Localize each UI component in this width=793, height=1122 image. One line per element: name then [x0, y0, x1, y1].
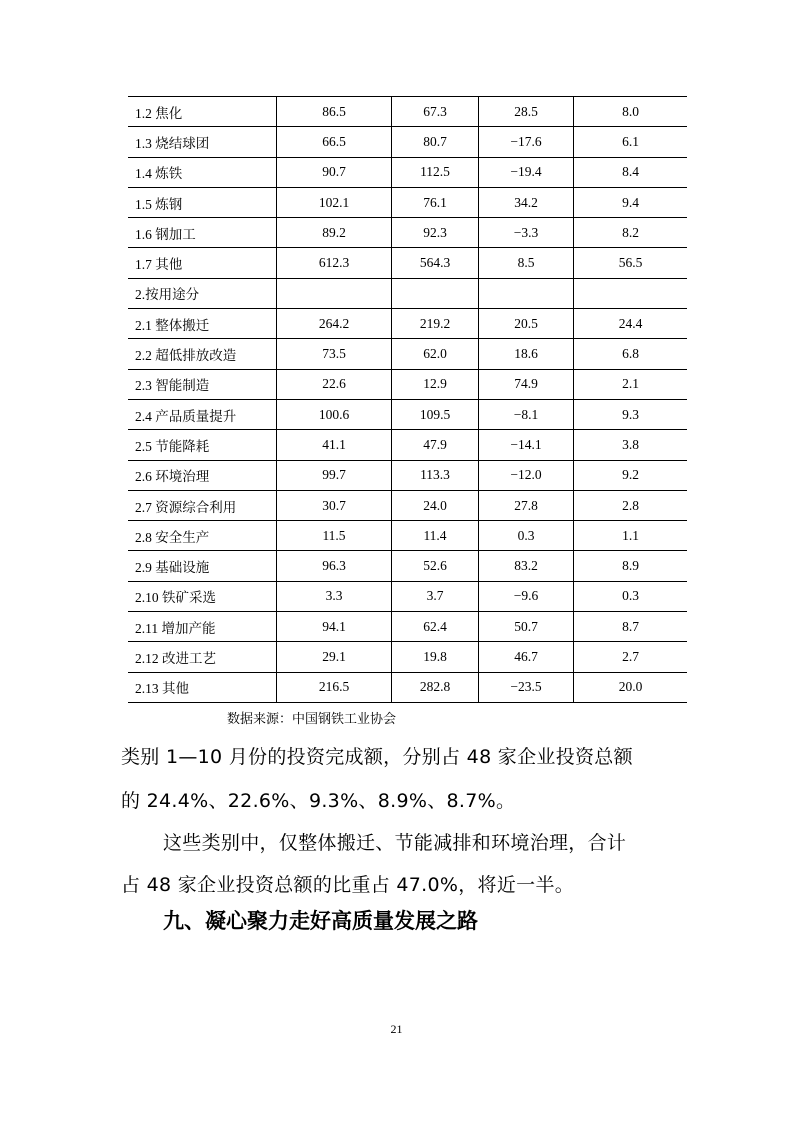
value-cell: 2.1 [574, 369, 688, 399]
table-row [128, 248, 687, 278]
value-cell: 22.6 [277, 369, 392, 399]
value-cell: 113.3 [392, 460, 479, 490]
data-source-note: 数据来源：中国钢铁工业协会 [227, 712, 397, 727]
value-cell: 8.5 [479, 248, 574, 278]
row-label-cell: 2.6 环境治理 [128, 460, 277, 490]
value-cell: 0.3 [479, 521, 574, 551]
value-cell: 2.7 [574, 642, 688, 672]
table-row [128, 521, 687, 551]
row-label-cell: 2.8 安全生产 [128, 521, 277, 551]
value-cell: 3.3 [277, 581, 392, 611]
value-cell: 86.5 [277, 97, 392, 127]
row-label-cell: 1.4 炼铁 [128, 157, 277, 187]
row-label-cell: 1.7 其他 [128, 248, 277, 278]
value-cell: 6.8 [574, 339, 688, 369]
page-number: 21 [390, 1022, 403, 1036]
value-cell: 67.3 [392, 97, 479, 127]
value-cell: 76.1 [392, 187, 479, 217]
table-row [128, 612, 687, 642]
table-row [128, 187, 687, 217]
value-cell: 8.9 [574, 551, 688, 581]
value-cell: 3.8 [574, 430, 688, 460]
value-cell: 62.4 [392, 612, 479, 642]
value-cell: 24.4 [574, 309, 688, 339]
value-cell: 102.1 [277, 187, 392, 217]
investment-table-body [128, 97, 687, 703]
value-cell [574, 278, 688, 308]
value-cell: 264.2 [277, 309, 392, 339]
value-cell: 89.2 [277, 218, 392, 248]
table-row [128, 127, 687, 157]
value-cell: 112.5 [392, 157, 479, 187]
value-cell: 219.2 [392, 309, 479, 339]
value-cell: 66.5 [277, 127, 392, 157]
value-cell: 18.6 [479, 339, 574, 369]
value-cell: 9.4 [574, 187, 688, 217]
table-row [128, 490, 687, 520]
paragraph-2-line-2: 占 48 家企业投资总额的比重占 47.0%，将近一半。 [121, 874, 575, 896]
value-cell: 109.5 [392, 399, 479, 429]
value-cell: 92.3 [392, 218, 479, 248]
row-label-cell: 2.3 智能制造 [128, 369, 277, 399]
table-row [128, 642, 687, 672]
value-cell: 94.1 [277, 612, 392, 642]
table-row [128, 460, 687, 490]
value-cell: 24.0 [392, 490, 479, 520]
value-cell [479, 278, 574, 308]
value-cell: 30.7 [277, 490, 392, 520]
table-row [128, 339, 687, 369]
value-cell: −12.0 [479, 460, 574, 490]
value-cell: −8.1 [479, 399, 574, 429]
value-cell: 11.4 [392, 521, 479, 551]
value-cell: 8.7 [574, 612, 688, 642]
row-label-cell: 1.5 炼钢 [128, 187, 277, 217]
value-cell: 216.5 [277, 672, 392, 702]
value-cell: −9.6 [479, 581, 574, 611]
row-label-cell: 2.13 其他 [128, 672, 277, 702]
row-label-cell: 1.2 焦化 [128, 97, 277, 127]
value-cell: 19.8 [392, 642, 479, 672]
value-cell: 20.0 [574, 672, 688, 702]
table-row [128, 581, 687, 611]
row-label-cell: 2.10 铁矿采选 [128, 581, 277, 611]
value-cell: 564.3 [392, 248, 479, 278]
value-cell: 29.1 [277, 642, 392, 672]
paragraph-1-line-2: 的 24.4%、22.6%、9.3%、8.9%、8.7%。 [121, 790, 516, 812]
row-label-cell: 2.4 产品质量提升 [128, 399, 277, 429]
table-row [128, 218, 687, 248]
paragraph-1-line-1: 类别 1—10 月份的投资完成额，分别占 48 家企业投资总额 [121, 746, 633, 768]
value-cell: 28.5 [479, 97, 574, 127]
value-cell: 47.9 [392, 430, 479, 460]
table-row [128, 309, 687, 339]
table-row [128, 157, 687, 187]
value-cell: −17.6 [479, 127, 574, 157]
table-row [128, 672, 687, 702]
value-cell: 12.9 [392, 369, 479, 399]
row-label-cell: 2.2 超低排放改造 [128, 339, 277, 369]
value-cell [392, 278, 479, 308]
value-cell: 9.2 [574, 460, 688, 490]
value-cell: 41.1 [277, 430, 392, 460]
table-row [128, 430, 687, 460]
value-cell: −3.3 [479, 218, 574, 248]
value-cell: 27.8 [479, 490, 574, 520]
table-row [128, 278, 687, 308]
value-cell: 612.3 [277, 248, 392, 278]
row-label-cell: 2.按用途分 [128, 278, 277, 308]
value-cell [277, 278, 392, 308]
value-cell: 99.7 [277, 460, 392, 490]
row-label-cell: 2.1 整体搬迁 [128, 309, 277, 339]
row-label-cell: 2.11 增加产能 [128, 612, 277, 642]
value-cell: 56.5 [574, 248, 688, 278]
row-label-cell: 2.12 改进工艺 [128, 642, 277, 672]
value-cell: 8.0 [574, 97, 688, 127]
row-label-cell: 2.5 节能降耗 [128, 430, 277, 460]
section-heading: 九、凝心聚力走好高质量发展之路 [163, 909, 478, 933]
value-cell: −23.5 [479, 672, 574, 702]
value-cell: 74.9 [479, 369, 574, 399]
value-cell: −14.1 [479, 430, 574, 460]
table-row [128, 399, 687, 429]
value-cell: 8.2 [574, 218, 688, 248]
value-cell: 52.6 [392, 551, 479, 581]
row-label-cell: 2.9 基础设施 [128, 551, 277, 581]
paragraph-2-line-1: 这些类别中，仅整体搬迁、节能减排和环境治理，合计 [163, 832, 627, 854]
table-row [128, 551, 687, 581]
value-cell: 90.7 [277, 157, 392, 187]
investment-table [128, 96, 687, 703]
value-cell: 11.5 [277, 521, 392, 551]
value-cell: 2.8 [574, 490, 688, 520]
value-cell: 6.1 [574, 127, 688, 157]
value-cell: −19.4 [479, 157, 574, 187]
value-cell: 80.7 [392, 127, 479, 157]
table-row [128, 369, 687, 399]
value-cell: 100.6 [277, 399, 392, 429]
value-cell: 9.3 [574, 399, 688, 429]
value-cell: 0.3 [574, 581, 688, 611]
table-row [128, 97, 687, 127]
value-cell: 50.7 [479, 612, 574, 642]
row-label-cell: 1.6 钢加工 [128, 218, 277, 248]
value-cell: 34.2 [479, 187, 574, 217]
value-cell: 3.7 [392, 581, 479, 611]
value-cell: 46.7 [479, 642, 574, 672]
value-cell: 20.5 [479, 309, 574, 339]
value-cell: 282.8 [392, 672, 479, 702]
value-cell: 73.5 [277, 339, 392, 369]
value-cell: 83.2 [479, 551, 574, 581]
row-label-cell: 1.3 烧结球团 [128, 127, 277, 157]
row-label-cell: 2.7 资源综合利用 [128, 490, 277, 520]
value-cell: 8.4 [574, 157, 688, 187]
value-cell: 62.0 [392, 339, 479, 369]
value-cell: 1.1 [574, 521, 688, 551]
value-cell: 96.3 [277, 551, 392, 581]
